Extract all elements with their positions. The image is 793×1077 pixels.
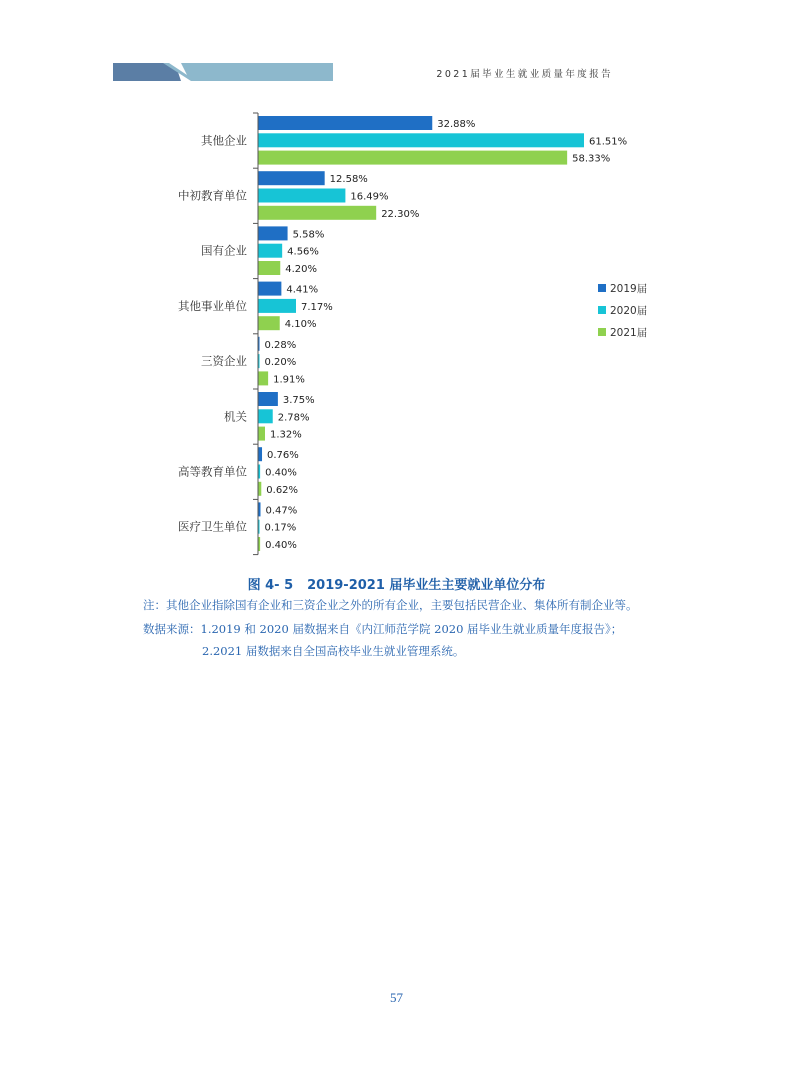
page-number: 57 xyxy=(390,990,403,1005)
data-label: 32.88% xyxy=(437,119,476,130)
bar-2021届 xyxy=(258,316,280,330)
category-label: 其他事业单位 xyxy=(178,298,247,313)
legend-label: 2019届 xyxy=(610,283,648,295)
figure-number: 图 4- 5 xyxy=(247,578,294,593)
data-label: 0.62% xyxy=(266,484,299,496)
legend-swatch xyxy=(598,306,606,314)
bar-2019届 xyxy=(258,447,262,461)
category-label: 高等教育单位 xyxy=(178,464,247,479)
bar-2021届 xyxy=(258,371,268,385)
bar-2021届 xyxy=(258,206,376,220)
data-label: 61.51% xyxy=(589,136,628,148)
data-label: 4.56% xyxy=(287,246,319,258)
category-label: 医疗卫生单位 xyxy=(178,519,247,534)
figure-note: 注：其他企业指除国有企业和三资企业之外的所有企业，主要包括民营企业、集体所有制企业等。 xyxy=(143,598,638,612)
bar-2019届 xyxy=(258,282,281,296)
data-label: 4.10% xyxy=(284,319,317,331)
figure-caption xyxy=(0,574,793,593)
category-label: 机关 xyxy=(224,409,247,424)
bar-2019届 xyxy=(258,171,325,185)
bar-2020届 xyxy=(258,189,345,203)
data-label: 3.75% xyxy=(282,395,315,406)
data-label: 5.58% xyxy=(292,229,325,241)
bar-2019届 xyxy=(258,392,278,406)
bar-2019届 xyxy=(258,226,288,240)
bar-2021届 xyxy=(258,151,567,165)
data-label: 0.28% xyxy=(264,339,297,351)
figure-title: 2019-2021 届毕业生主要就业单位分布 xyxy=(307,578,546,593)
data-label: 12.58% xyxy=(329,174,368,186)
data-label: 1.32% xyxy=(269,429,302,441)
bar-2020届 xyxy=(258,133,584,147)
data-label: 0.47% xyxy=(265,505,298,517)
data-source-line-1: 数据来源：1.2019 和 2020 届数据来自《内江师范学院 2020 届毕业生就业质量年度报告》； xyxy=(143,622,623,636)
bar-2020届 xyxy=(258,244,282,258)
data-source-line-2: 2.2021 届数据来自全国高校毕业生就业管理系统。 xyxy=(202,644,465,658)
bar-2021届 xyxy=(258,261,280,275)
legend-label: 2020届 xyxy=(610,305,648,317)
data-label: 0.76% xyxy=(267,450,299,462)
bar-2021届 xyxy=(258,427,265,441)
legend-label: 2021届 xyxy=(610,327,648,339)
data-label: 1.91% xyxy=(273,374,305,386)
legend-swatch xyxy=(598,328,606,336)
data-label: 22.30% xyxy=(381,208,420,220)
category-label: 中初教育单位 xyxy=(178,188,247,203)
data-label: 4.20% xyxy=(285,264,318,275)
data-label: 16.49% xyxy=(350,191,389,203)
category-label: 国有企业 xyxy=(201,243,247,258)
data-label: 7.17% xyxy=(301,301,333,313)
category-label: 三资企业 xyxy=(201,354,247,369)
bar-2019届 xyxy=(258,116,432,130)
data-label: 0.17% xyxy=(264,522,297,534)
data-label: 4.41% xyxy=(286,284,319,296)
bar-2020届 xyxy=(258,409,273,423)
header-report-title: 2021届毕业生就业质量年度报告 xyxy=(436,69,613,80)
data-label: 58.33% xyxy=(572,153,611,165)
data-label: 2.78% xyxy=(277,412,310,424)
bar-2020届 xyxy=(258,299,296,313)
data-label: 0.40% xyxy=(265,467,297,479)
data-label: 0.40% xyxy=(265,540,297,551)
legend-swatch xyxy=(598,284,606,292)
data-label: 0.20% xyxy=(264,357,297,369)
category-label: 其他企业 xyxy=(201,133,247,148)
